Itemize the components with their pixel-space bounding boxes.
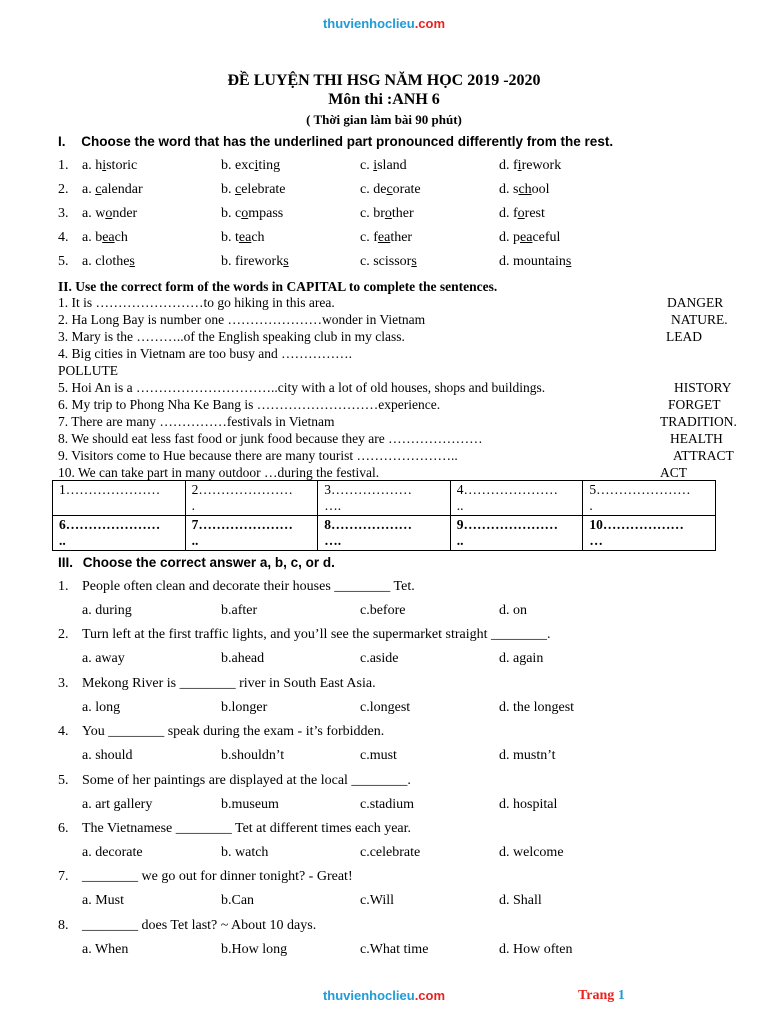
option: d. hospital xyxy=(499,796,558,812)
answer-cell: 3……………… …. xyxy=(318,481,451,516)
option: b.museum xyxy=(221,796,279,812)
answer-cell: 6………………… .. xyxy=(53,516,186,551)
option: a. decorate xyxy=(82,845,143,860)
sentence: 4. Big cities in Vietnam are too busy and ……………. xyxy=(58,346,353,361)
option: a. during xyxy=(82,603,132,618)
question-row xyxy=(58,869,738,889)
option: a. wonder xyxy=(82,206,138,221)
option: c. feather xyxy=(360,230,413,245)
question-number: 6. xyxy=(58,821,69,836)
exam-subject: Môn thi :ANH 6 xyxy=(328,91,440,108)
options-row xyxy=(58,748,738,768)
option: a. beach xyxy=(82,230,128,245)
question-text: ________ does Tet last? ~ About 10 days. xyxy=(82,917,317,933)
option: d. mustn’t xyxy=(499,748,556,764)
word-form-item xyxy=(58,329,718,346)
question-number: 8. xyxy=(58,917,69,933)
answer-cell: 9………………… .. xyxy=(450,516,583,551)
underlined-part: ch xyxy=(518,182,532,197)
page-label: Trang xyxy=(578,988,615,1003)
page-digit: 1 xyxy=(617,988,625,1003)
option: d. Shall xyxy=(499,893,542,909)
sentence: 8. We should eat less fast food or junk food because they are ………………… xyxy=(58,431,483,446)
answer-row xyxy=(53,481,716,516)
option: d. the longest xyxy=(499,699,575,715)
options-row xyxy=(58,845,738,865)
question-number: 1. xyxy=(58,579,69,594)
section3-number: III. xyxy=(58,555,74,570)
word-form-item xyxy=(58,448,734,465)
option: c. scissors xyxy=(360,254,417,269)
question-row xyxy=(58,773,738,793)
footer-site-name: thuvienhoclieu xyxy=(322,988,415,1003)
option: d. welcome xyxy=(499,845,564,860)
answer-cell: 2………………… . xyxy=(185,481,318,516)
option: c. island xyxy=(360,158,407,173)
option: a. away xyxy=(82,651,125,667)
option: a. When xyxy=(82,941,129,957)
options-row xyxy=(58,893,738,913)
exam-duration: ( Thời gian làm bài 90 phút) xyxy=(306,112,462,127)
option: b.after xyxy=(221,603,258,618)
option: d. firework xyxy=(499,158,562,173)
question-text: Mekong River is ________ river in South East Asia. xyxy=(82,675,376,691)
section1-heading xyxy=(58,134,613,149)
site-tld: .com xyxy=(414,16,446,31)
word-form-item xyxy=(58,295,724,312)
underlined-part: c xyxy=(386,182,393,197)
option: d. forest xyxy=(499,206,545,221)
question-number: 4. xyxy=(58,724,69,740)
question-row xyxy=(58,254,738,274)
options-row xyxy=(58,942,738,962)
underlined-part: c xyxy=(235,182,242,197)
question-text: Turn left at the first traffic lights, and you’ll see the supermarket straight ________. xyxy=(82,627,551,643)
underlined-part: s xyxy=(283,254,289,269)
question-row xyxy=(58,676,738,696)
question-row xyxy=(58,918,738,938)
section3-text: Choose the correct answer a, b, c, or d. xyxy=(82,555,335,570)
option: c. brother xyxy=(360,206,414,221)
capital-word: LEAD xyxy=(666,329,702,344)
word-form-item xyxy=(58,397,721,414)
option: a. clothes xyxy=(82,254,135,269)
option: b. celebrate xyxy=(221,182,286,197)
sentence: 6. My trip to Phong Nha Ke Bang is ………………………experience. xyxy=(58,397,441,412)
underlined-part: i xyxy=(254,158,259,173)
question-row xyxy=(58,627,738,647)
question-text: People often clean and decorate their houses ________ Tet. xyxy=(82,579,415,594)
option: b.shouldn’t xyxy=(221,748,285,764)
answer-cell: 7………………… .. xyxy=(185,516,318,551)
underlined-part: c xyxy=(95,182,102,197)
question-number: 3. xyxy=(58,206,69,221)
underlined-part: ea xyxy=(238,230,252,245)
question-row xyxy=(58,230,738,250)
sentence: 10. We can take part in many outdoor …during the festival. xyxy=(58,465,380,480)
option: a. long xyxy=(82,699,121,715)
site-name: thuvienhoclieu xyxy=(322,16,415,31)
underlined-part: s xyxy=(565,254,572,269)
word-form-item xyxy=(58,312,728,329)
option: c.celebrate xyxy=(360,845,421,860)
options-row xyxy=(58,651,738,671)
answer-row xyxy=(53,516,716,551)
question-row xyxy=(58,182,738,202)
question-text: The Vietnamese ________ Tet at different times each year. xyxy=(82,821,412,836)
option: d. again xyxy=(499,651,544,667)
option: a. historic xyxy=(82,158,138,173)
page-number xyxy=(578,988,625,1004)
question-number: 3. xyxy=(58,675,69,691)
footer-site xyxy=(0,988,768,1003)
question-text: Some of her paintings are displayed at the local ________. xyxy=(82,772,411,788)
question-number: 2. xyxy=(58,627,69,643)
options-row xyxy=(58,797,738,817)
footer-site-tld: .com xyxy=(414,988,446,1003)
underlined-part: ea xyxy=(377,230,391,245)
option: b. compass xyxy=(221,206,284,221)
underlined-part: o xyxy=(384,206,392,221)
section1-text: Choose the word that has the underlined part pronounced differently from the rest. xyxy=(81,134,614,149)
option: b. fireworks xyxy=(221,254,289,269)
option: a. art gallery xyxy=(82,796,153,812)
question-number: 5. xyxy=(58,772,69,788)
capital-word: ATTRACT xyxy=(673,448,734,463)
section2-heading: II. Use the correct form of the words in CAPITAL to complete the sentences. xyxy=(58,279,498,294)
word-form-item xyxy=(58,363,718,380)
option: c.before xyxy=(360,603,406,618)
underlined-part: i xyxy=(373,158,378,173)
option: b.longer xyxy=(221,699,268,715)
question-row xyxy=(58,821,738,841)
option: c. decorate xyxy=(360,182,421,197)
question-number: 1. xyxy=(58,158,69,173)
option: b.How long xyxy=(221,941,288,957)
option: d. How often xyxy=(499,941,573,957)
option: a. Must xyxy=(82,893,124,909)
question-number: 4. xyxy=(58,230,69,245)
capital-word: FORGET xyxy=(668,397,721,412)
option: d. peaceful xyxy=(499,230,561,245)
answer-cell: 5………………… . xyxy=(583,481,716,516)
capital-word: HEALTH xyxy=(670,431,723,446)
option: c.What time xyxy=(360,941,429,957)
option: b. watch xyxy=(221,845,269,860)
option: b. teach xyxy=(221,230,265,245)
exam-title: ĐỀ LUYỆN THI HSG NĂM HỌC 2019 -2020 xyxy=(227,72,541,89)
option: b. exciting xyxy=(221,158,281,173)
option: d. mountains xyxy=(499,254,572,269)
sentence: 9. Visitors come to Hue because there are many tourist ………………….. xyxy=(58,448,458,463)
question-number: 7. xyxy=(58,869,69,885)
sentence: 5. Hoi An is a …………………………..city with a lot of old houses, shops and buildings. xyxy=(58,380,546,395)
section1-number: I. xyxy=(58,134,66,149)
option: a. calendar xyxy=(82,182,143,197)
sentence: 7. There are many ……………festivals in Vietnam xyxy=(58,414,335,429)
option: d. school xyxy=(499,182,550,197)
answer-cell: 4………………… .. xyxy=(450,481,583,516)
answer-grid xyxy=(52,480,716,551)
options-row xyxy=(58,603,738,623)
word-form-item xyxy=(58,380,732,397)
underlined-part: o xyxy=(517,206,525,221)
question-row xyxy=(58,206,738,226)
question-text: You ________ speak during the exam - it’s forbidden. xyxy=(82,724,385,740)
option: c.stadium xyxy=(360,796,415,812)
question-row xyxy=(58,724,738,744)
question-row xyxy=(58,158,738,178)
answer-cell: 1………………… xyxy=(53,481,186,516)
capital-word: DANGER xyxy=(667,295,724,310)
option: c.Will xyxy=(360,893,395,909)
option: c.must xyxy=(360,748,397,764)
section3-heading xyxy=(58,555,335,570)
answer-cell: 8……………… …. xyxy=(318,516,451,551)
question-number: 2. xyxy=(58,182,69,197)
sentence: 1. It is ……………………to go hiking in this area. xyxy=(58,295,335,310)
underlined-part: o xyxy=(241,206,249,221)
underlined-part: i xyxy=(517,158,522,173)
site-header xyxy=(0,16,768,31)
capital-word: HISTORY xyxy=(674,380,732,395)
option: c.longest xyxy=(360,699,411,715)
answer-cell: 10……………… … xyxy=(583,516,716,551)
option: d. on xyxy=(499,603,527,618)
sentence: 3. Mary is the ………..of the English speaking club in my class. xyxy=(58,329,405,344)
option: b.Can xyxy=(221,893,255,909)
underlined-part: s xyxy=(411,254,417,269)
sentence: 2. Ha Long Bay is number one …………………wonder in Vietnam xyxy=(58,312,426,327)
underlined-part: o xyxy=(105,206,113,221)
question-text: ________ we go out for dinner tonight? - Great! xyxy=(82,869,353,885)
capital-word: NATURE. xyxy=(671,312,728,327)
option: b.ahead xyxy=(221,651,265,667)
options-row xyxy=(58,700,738,720)
capital-word: ACT xyxy=(660,465,687,480)
underlined-part: i xyxy=(102,158,107,173)
capital-word: TRADITION. xyxy=(660,414,737,429)
question-row xyxy=(58,579,738,599)
sentence: POLLUTE xyxy=(58,363,118,378)
word-form-item xyxy=(58,431,723,448)
option: c.aside xyxy=(360,651,399,667)
word-form-item xyxy=(58,346,718,363)
option: a. should xyxy=(82,748,133,764)
word-form-item xyxy=(58,414,737,431)
underlined-part: ea xyxy=(520,230,533,245)
underlined-part: s xyxy=(129,254,135,269)
question-number: 5. xyxy=(58,254,69,269)
underlined-part: ea xyxy=(102,230,115,245)
